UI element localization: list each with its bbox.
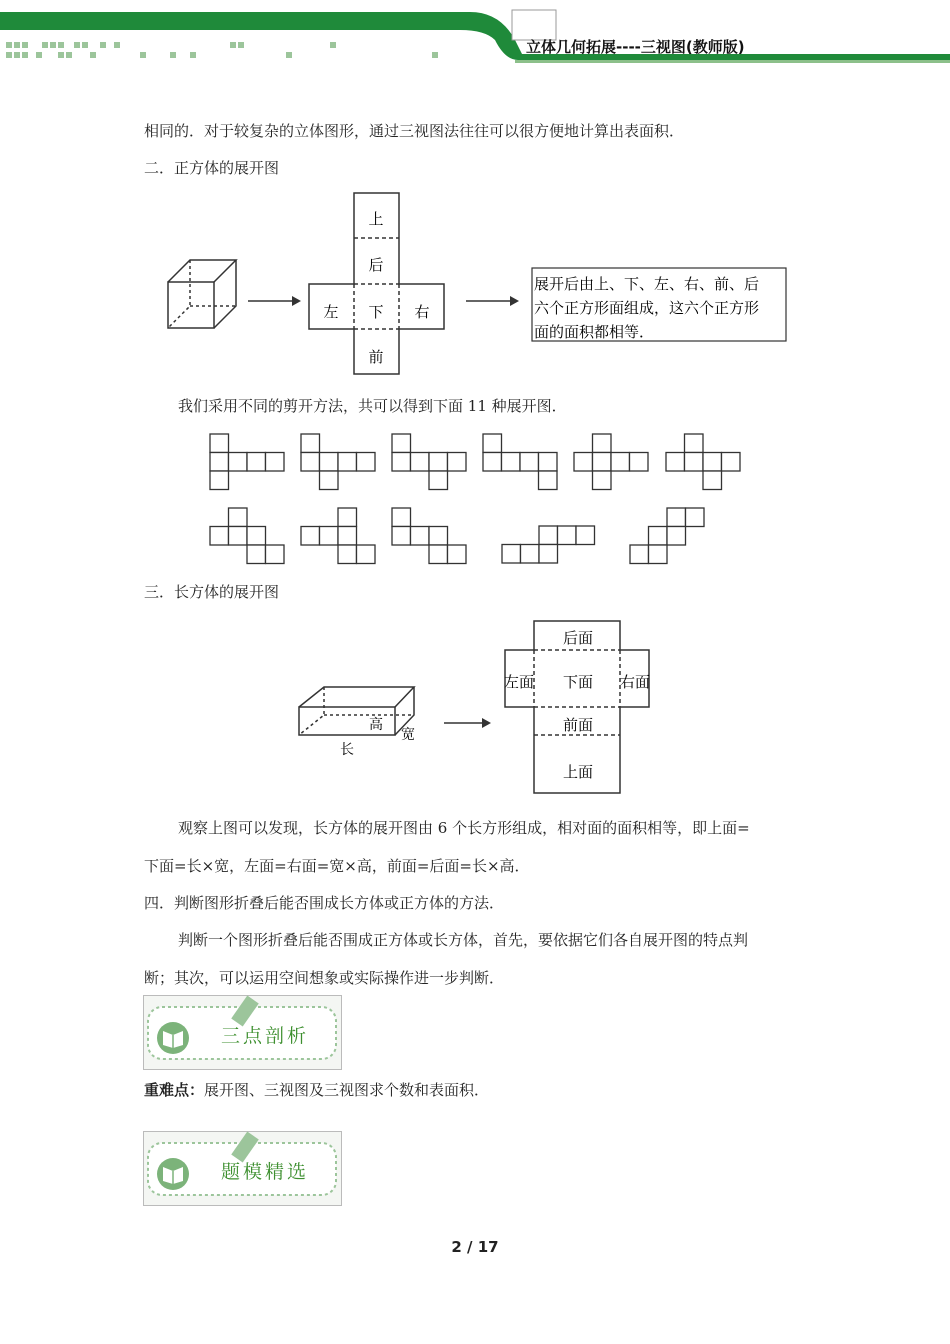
cube-net-variant [392, 434, 466, 490]
net-square [338, 527, 357, 546]
net-square [593, 453, 612, 472]
net-square [411, 527, 430, 546]
cuboid-net-front: 前面 [562, 716, 594, 734]
net-square [539, 545, 558, 564]
paragraph-line: 相同的．对于较复杂的立体图形，通过三视图法往往可以很方便地计算出表面积． [144, 122, 685, 140]
net-square [429, 545, 448, 564]
cube-net-variant [210, 434, 284, 490]
cuboid-net-bottom: 下面 [562, 673, 594, 691]
cube-net-variant [483, 434, 557, 490]
cuboid-net-top: 上面 [562, 763, 594, 781]
net-square [630, 453, 649, 472]
net-square [703, 471, 722, 490]
net-square [630, 545, 649, 564]
net-square [611, 453, 630, 472]
key-points [144, 1080, 489, 1100]
net-square [338, 508, 357, 527]
cube-net-variant [301, 434, 375, 490]
explain-line: 六个正方形面组成，这六个正方形 [534, 299, 760, 317]
net-square [266, 453, 285, 472]
cube-figure [168, 260, 236, 328]
net-square [593, 434, 612, 453]
section-heading: 二．正方体的展开图 [144, 159, 280, 177]
net-square [210, 434, 229, 453]
net-square [229, 508, 248, 527]
net-square [357, 453, 376, 472]
cube-net-variant [301, 508, 375, 564]
paragraph-line: 断；其次，可以运用空间想象或实际操作进一步判断． [144, 969, 505, 987]
net-square [539, 471, 558, 490]
net-square [686, 508, 705, 527]
paragraph-line: 我们采用不同的剪开方法，共可以得到下面 11 种展开图． [178, 397, 567, 415]
net-square [320, 527, 339, 546]
net-square [392, 527, 411, 546]
paragraph-line: 观察上图可以发现，长方体的展开图由 6 个长方形组成，相对面的面积相等，即上面= [178, 819, 750, 837]
net-square [210, 527, 229, 546]
net-square [247, 453, 266, 472]
book-icon [157, 1158, 189, 1190]
section-heading: 四．判断图形折叠后能否围成长方体或正方体的方法． [144, 894, 505, 912]
net-square [301, 434, 320, 453]
cuboid-label-height: 高 [369, 717, 383, 733]
net-square [392, 453, 411, 472]
net-square [338, 545, 357, 564]
net-square [667, 508, 686, 527]
net-square [247, 545, 266, 564]
header-decoration [0, 0, 950, 70]
net-square [483, 434, 502, 453]
net-square [229, 527, 248, 546]
net-square [649, 545, 668, 564]
net-label-right: 右 [414, 303, 430, 321]
net-square [411, 453, 430, 472]
net-square [502, 545, 521, 564]
net-label-top: 上 [368, 210, 384, 228]
net-square [574, 453, 593, 472]
book-icon [157, 1022, 189, 1054]
cuboid-label-length: 长 [340, 742, 354, 758]
explain-line: 展开后由上、下、左、右、前、后 [534, 275, 760, 293]
header-title: 立体几何拓展----三视图(教师版) [526, 38, 745, 56]
cuboid-net-left: 左面 [503, 673, 535, 691]
net-square [301, 527, 320, 546]
cube-net-variant [392, 508, 466, 564]
eleven-nets [200, 428, 760, 568]
banner-title: 题模精选 [221, 1161, 310, 1183]
net-square [483, 453, 502, 472]
net-square [520, 453, 539, 472]
net-label-bottom: 下 [368, 303, 384, 321]
banner-title: 三点剖析 [221, 1025, 310, 1047]
net-square [685, 453, 704, 472]
net-square [593, 471, 612, 490]
cuboid-label-width: 宽 [401, 727, 415, 743]
cuboid-net-diagram [290, 615, 670, 800]
cube-net-variant [502, 526, 595, 563]
net-square [429, 471, 448, 490]
net-square [320, 453, 339, 472]
net-square [576, 526, 595, 545]
cuboid-net-right: 右面 [619, 673, 651, 691]
net-square [210, 453, 229, 472]
cube-net-variant [630, 508, 704, 564]
net-label-front: 前 [368, 348, 384, 366]
paragraph-line: 下面=长×宽，左面=右面=宽×高，前面=后面=长×高． [144, 857, 530, 875]
net-square [210, 471, 229, 490]
net-square [429, 453, 448, 472]
net-square [301, 453, 320, 472]
net-square [539, 453, 558, 472]
net-square [448, 453, 467, 472]
net-square [357, 545, 376, 564]
section-banner [143, 1131, 343, 1207]
net-label-back: 后 [368, 256, 384, 274]
cube-net-variant [574, 434, 648, 490]
net-square [392, 434, 411, 453]
key-label: 重难点： [144, 1081, 205, 1099]
paragraph-line: 判断一个图形折叠后能否围成正方体或长方体，首先，要依据它们各自展开图的特点判 [178, 931, 749, 949]
cube-net-variant [666, 434, 740, 490]
net-square [229, 453, 248, 472]
net-label-left: 左 [323, 303, 339, 321]
net-square [649, 527, 668, 546]
arrow-icon [248, 296, 301, 306]
key-text: 展开图、三视图及三视图求个数和表面积． [204, 1081, 490, 1099]
arrow-icon [444, 718, 491, 728]
section-banner [143, 995, 343, 1071]
net-square [685, 434, 704, 453]
net-square [539, 526, 558, 545]
net-square [448, 545, 467, 564]
net-square [667, 527, 686, 546]
page-number: 2 / 17 [451, 1238, 499, 1256]
net-square [266, 545, 285, 564]
net-square [666, 453, 685, 472]
cube-net-variant [210, 508, 284, 564]
net-square [320, 471, 339, 490]
net-square [392, 508, 411, 527]
net-square [429, 527, 448, 546]
cuboid-figure [299, 687, 414, 735]
net-square [722, 453, 741, 472]
net-square [247, 527, 266, 546]
arrow-icon [466, 296, 519, 306]
net-square [558, 526, 577, 545]
explain-line: 面的面积都相等． [534, 323, 655, 341]
cube-net-diagram [160, 190, 800, 380]
section-heading: 三．长方体的展开图 [144, 583, 280, 601]
net-square [502, 453, 521, 472]
net-square [338, 453, 357, 472]
net-square [703, 453, 722, 472]
cuboid-net-back: 后面 [562, 629, 594, 647]
net-square [521, 545, 540, 564]
